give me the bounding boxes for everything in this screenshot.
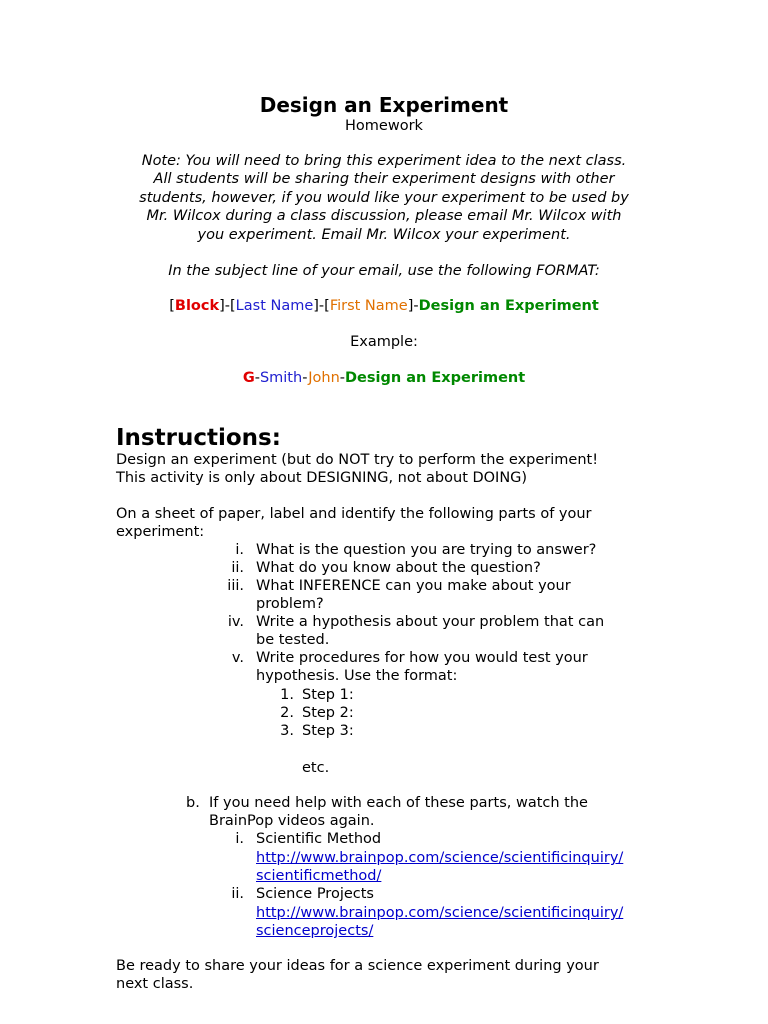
format-first-name: First Name <box>329 298 408 314</box>
list-item-continuation: problem? <box>256 596 324 612</box>
step-number: 2. <box>280 705 294 721</box>
instructions-heading: Instructions: <box>116 425 281 451</box>
steps-etc: etc. <box>302 760 330 776</box>
note-line: Note: You will need to bring this experiment idea to the next class. <box>141 153 627 169</box>
note-paragraph <box>0 152 768 244</box>
step-number: 3. <box>280 723 294 739</box>
format-separator: ]-[ <box>219 298 236 314</box>
page-subtitle: Homework <box>345 118 423 134</box>
note-line: you experiment. Email Mr. Wilcox your experiment. <box>197 226 571 243</box>
step-item: Step 3: <box>302 723 354 739</box>
resource-link[interactable]: http://www.brainpop.com/science/scientificinquiry/ <box>256 850 624 866</box>
list-number: iv. <box>227 614 244 630</box>
note-line: All students will be sharing their experiment designs with other <box>153 171 615 188</box>
format-block: Block <box>174 298 220 314</box>
closing-line: next class. <box>116 976 194 992</box>
list-item: Write procedures for how you would test your <box>256 650 588 666</box>
instructions-sheet-line: On a sheet of paper, label and identify the following parts of your <box>116 506 592 522</box>
resource-title: Scientific Method <box>256 831 382 847</box>
example-first-name: John <box>308 370 340 386</box>
format-last-name: Last Name <box>235 298 314 314</box>
step-number: 1. <box>280 687 294 703</box>
example-dash: - <box>254 370 260 386</box>
resource-title: Science Projects <box>256 886 374 902</box>
list-item: What do you know about the question? <box>256 560 541 576</box>
list-item-continuation: hypothesis. Use the format: <box>256 668 458 684</box>
format-bracket: [ <box>169 298 175 314</box>
note-line: students, however, if you would like your experiment to be used by <box>139 189 629 206</box>
list-item: What INFERENCE can you make about your <box>256 578 571 594</box>
step-item: Step 1: <box>302 687 354 703</box>
list-number: i. <box>235 542 244 558</box>
closing-line: Be ready to share your ideas for a science experiment during your <box>116 958 599 974</box>
list-item: What is the question you are trying to answer? <box>256 542 597 558</box>
list-number: ii. <box>231 560 244 576</box>
page-title: Design an Experiment <box>259 93 509 117</box>
list-item: If you need help with each of these parts, watch the <box>209 795 588 811</box>
example-last-name: Smith <box>259 370 303 386</box>
instructions-intro-line: Design an experiment (but do NOT try to perform the experiment! <box>116 452 599 468</box>
list-number: b. <box>186 795 200 811</box>
step-item: Step 2: <box>302 705 354 721</box>
format-design: Design an Experiment <box>418 298 599 314</box>
example-dash: - <box>302 370 309 386</box>
list-item: Write a hypothesis about your problem that can <box>256 614 605 630</box>
instructions-intro-line: This activity is only about DESIGNING, not about DOING) <box>116 470 528 486</box>
format-separator: ]-[ <box>313 298 330 314</box>
resource-link[interactable]: scienceprojects/ <box>256 923 374 939</box>
example-subject <box>0 369 768 387</box>
format-separator: ]- <box>407 298 419 314</box>
resource-link[interactable]: http://www.brainpop.com/science/scientificinquiry/ <box>256 905 624 921</box>
example-label: Example: <box>350 334 418 350</box>
list-item-continuation: be tested. <box>256 632 330 648</box>
list-number: iii. <box>227 578 244 594</box>
resource-link[interactable]: scientificmethod/ <box>256 868 382 884</box>
example-design: Design an Experiment <box>345 370 526 386</box>
list-number: ii. <box>231 886 244 902</box>
instructions-sheet-line: experiment: <box>116 524 205 540</box>
example-dash: - <box>339 370 345 386</box>
list-number: v. <box>231 650 244 666</box>
list-item-continuation: BrainPop videos again. <box>209 813 375 829</box>
list-number: i. <box>235 831 244 847</box>
note-line: Mr. Wilcox during a class discussion, please email Mr. Wilcox with <box>146 208 622 225</box>
example-block: G <box>242 370 255 386</box>
subject-instruction: In the subject line of your email, use the following FORMAT: <box>168 263 600 279</box>
subject-format <box>0 297 768 315</box>
